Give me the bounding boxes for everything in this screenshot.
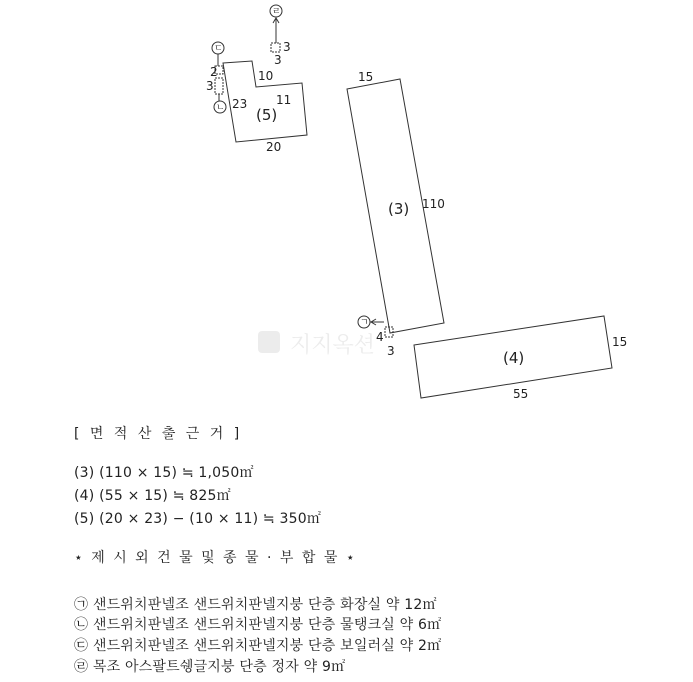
- annex-digeut-dim: 2: [210, 65, 218, 79]
- lot-5-dim-bottom: 20: [266, 140, 282, 154]
- lot-5-dim-notch-top: 10: [258, 69, 274, 83]
- lot-4: [414, 316, 627, 401]
- lot-5: [223, 61, 307, 154]
- area-calculation-title: [ 면 적 산 출 근 거 ]: [74, 426, 243, 442]
- lot-5-dim-left: 23: [232, 97, 248, 111]
- annex-giyeok-dim-1: 4: [376, 330, 384, 344]
- lot-3-dim-right: 110: [422, 197, 445, 211]
- lot-4-dim-right: 15: [612, 335, 628, 349]
- annex-rieul-dim-2: 3: [274, 53, 282, 67]
- annex-nieun: [206, 78, 226, 113]
- annex-rieul: [270, 5, 291, 67]
- annex-line-nieun: ㉡ 샌드위치판넬조 샌드위치판넬지붕 단층 물탱크실 약 6㎡: [74, 617, 442, 633]
- annex-line-giyeok: ㉠ 샌드위치판넬조 샌드위치판넬지붕 단층 화장실 약 12㎡: [74, 597, 437, 613]
- lot-3-dim-top: 15: [358, 70, 374, 84]
- area-line-lot-5: (5) (20 × 23) − (10 × 11) ≒ 350㎡: [74, 511, 322, 527]
- lot-4-label: (4): [503, 349, 525, 367]
- annex-title: ⋆ 제 시 외 건 물 및 종 물 · 부 합 물 ⋆: [74, 550, 357, 566]
- watermark-text: 지지옥션: [290, 333, 376, 358]
- annex-giyeok-mark: ㄱ: [360, 318, 369, 328]
- annex-nieun-mark: ㄴ: [216, 103, 225, 113]
- area-line-lot-3: (3) (110 × 15) ≒ 1,050㎡: [74, 465, 254, 481]
- annex-rieul-mark: ㄹ: [272, 7, 281, 17]
- annex-rieul-dim-1: 3: [283, 40, 291, 54]
- lot-5-label: (5): [256, 106, 278, 124]
- lot-3-label: (3): [388, 200, 410, 218]
- annex-digeut: [210, 42, 224, 79]
- lot-4-dim-bottom: 55: [513, 387, 529, 401]
- lot-5-dim-notch-right: 11: [276, 93, 292, 107]
- annex-digeut-mark: ㄷ: [214, 44, 223, 54]
- annex-nieun-dim: 3: [206, 79, 214, 93]
- watermark: [258, 331, 375, 358]
- lot-3: [347, 70, 445, 333]
- annex-giyeok-dim-2: 3: [387, 344, 395, 358]
- annex-line-rieul: ㉣ 목조 아스팔트쉥글지붕 단층 정자 약 9㎡: [74, 659, 346, 675]
- annex-line-digeut: ㉢ 샌드위치판넬조 샌드위치판넬지붕 단층 보일러실 약 2㎡: [74, 638, 442, 654]
- area-line-lot-4: (4) (55 × 15) ≒ 825㎡: [74, 488, 231, 504]
